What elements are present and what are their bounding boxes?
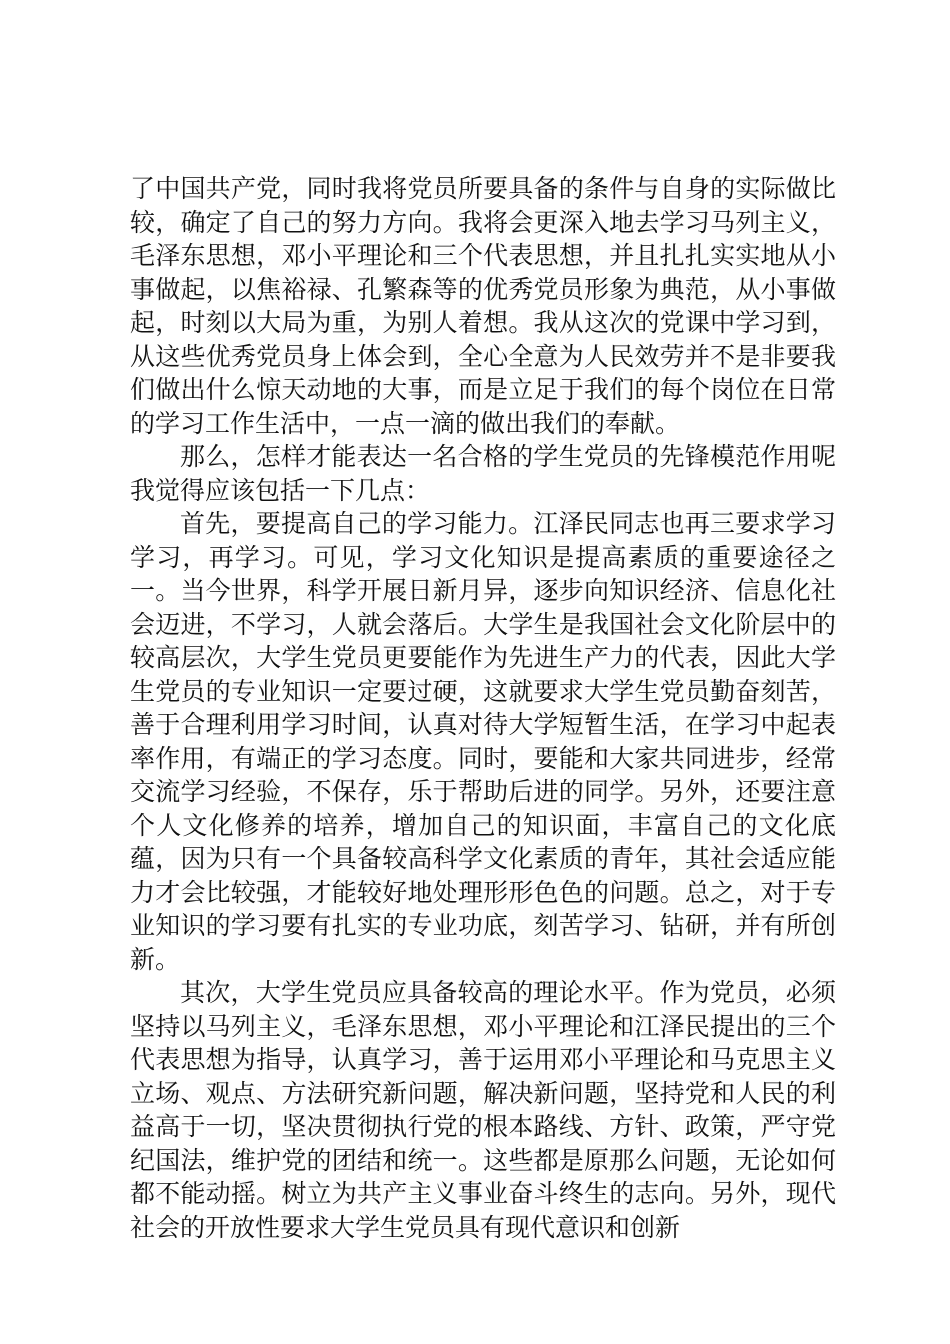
paragraph-question: 那么，怎样才能表达一名合格的学生党员的先锋模范作用呢我觉得应该包括一下几点： (130, 442, 836, 505)
paragraph-continuation: 了中国共产党，同时我将党员所要具备的条件与自身的实际做比较，确定了自己的努力方向。我将会更深入地去学习马列主义，毛泽东思想，邓小平理论和三个代表思想，并且扎扎实实地从小事做起，以焦裕禄、孔繁森等的优秀党员形象为典范，从小事做起，时刻以大局为重，为别人着想。我从这次的党课中学习到，从这些优秀党员身上体会到，全心全意为人民效劳并不是非要我们做出什么惊天动地的大事，而是立足于我们的每个岗位在日常的学习工作生活中，一点一滴的做出我们的奉献。 (130, 174, 836, 438)
paragraph-second-point: 其次，大学生党员应具备较高的理论水平。作为党员，必须坚持以马列主义，毛泽东思想，邓小平理论和江泽民提出的三个代表思想为指导，认真学习，善于运用邓小平理论和马克思主义立场、观点、方法研究新问题，解决新问题，坚持党和人民的利益高于一切，坚决贯彻执行党的根本路线、方针、政策，严守党纪国法，维护党的团结和统一。这些都是原那么问题，无论如何都不能动摇。树立为共产主义事业奋斗终生的志向。另外，现代社会的开放性要求大学生党员具有现代意识和创新 (130, 978, 836, 1242)
document-body (130, 172, 836, 1244)
paragraph-first-point: 首先，要提高自己的学习能力。江泽民同志也再三要求学习学习，再学习。可见，学习文化知识是提高素质的重要途径之一。当今世界，科学开展日新月异，逐步向知识经济、信息化社会迈进，不学习，人就会落后。大学生是我国社会文化阶层中的较高层次，大学生党员更要能作为先进生产力的代表，因此大学生党员的专业知识一定要过硬，这就要求大学生党员勤奋刻苦，善于合理利用学习时间，认真对待大学短暂生活，在学习中起表率作用，有端正的学习态度。同时，要能和大家共同进步，经常交流学习经验，不保存，乐于帮助后进的同学。另外，还要注意个人文化修养的培养，增加自己的知识面，丰富自己的文化底蕴，因为只有一个具备较高科学文化素质的青年，其社会适应能力才会比较强，才能较好地处理形形色色的问题。总之，对于专业知识的学习要有扎实的专业功底，刻苦学习、钻研，并有所创新。 (130, 509, 836, 974)
